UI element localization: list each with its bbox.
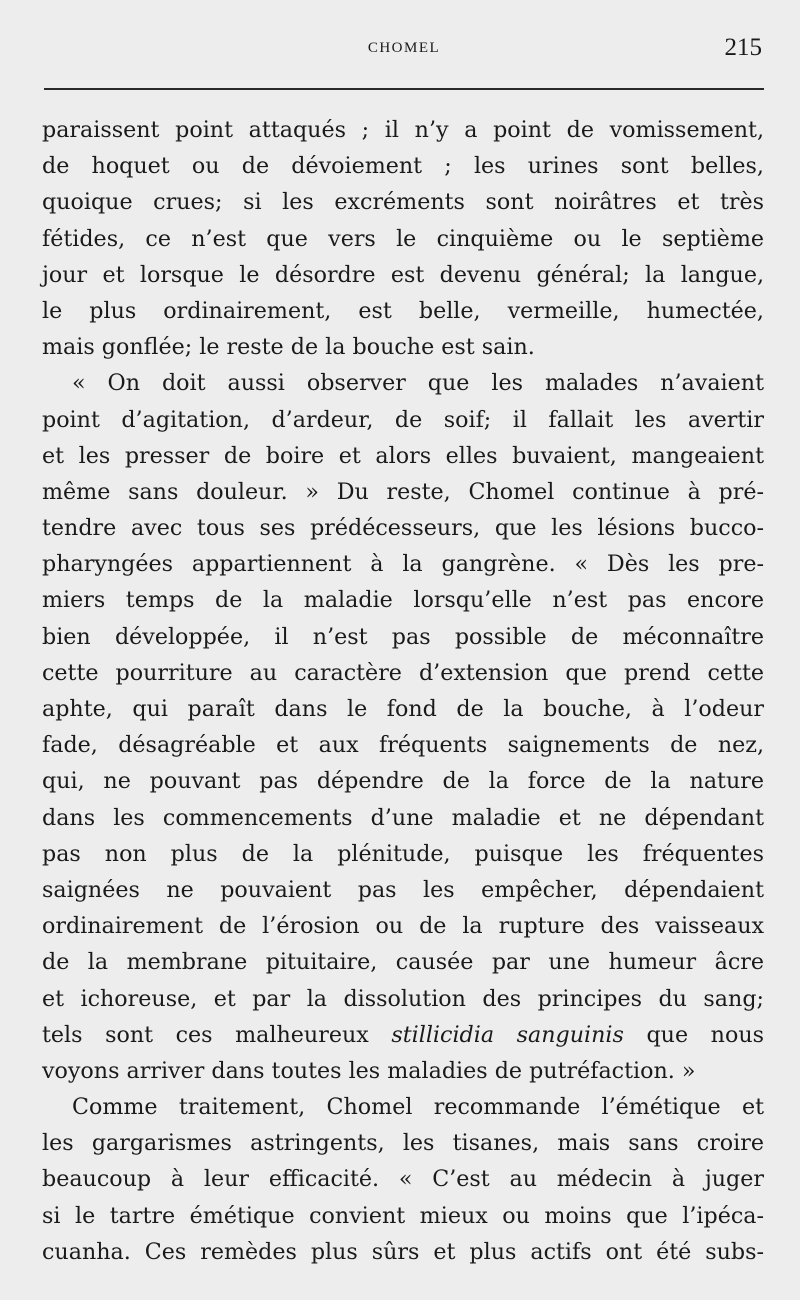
latin-italic-phrase: stillicidia sanguinis [391, 1021, 624, 1048]
text-line: et ichoreuse, et par la dissolution des principes du sang; [42, 985, 764, 1012]
text-line: beaucoup à leur efficacité. « C’est au médecin à juger [42, 1166, 764, 1193]
text-line: « On doit aussi observer que les malades n’avaient [72, 370, 764, 397]
text-line: cette pourriture au caractère d’extension que prend cette [42, 659, 764, 686]
text-line: de hoquet ou de dévoiement ; les urines sont belles, [42, 153, 764, 180]
body-text [42, 112, 764, 1270]
text-line: Comme traitement, Chomel recommande l’émétique et [72, 1094, 764, 1121]
text-line: le plus ordinairement, est belle, vermeille, humectée, [42, 297, 764, 324]
text-line: jour et lorsque le désordre est devenu général; la langue, [42, 261, 764, 288]
text-line: voyons arriver dans toutes les maladies de putréfaction. » [42, 1057, 696, 1084]
text-line: et les presser de boire et alors elles buvaient, mangeaient [42, 442, 764, 469]
text-line: cuanha. Ces remèdes plus sûrs et plus actifs ont été subs- [42, 1238, 764, 1265]
text-line: tendre avec tous ses prédécesseurs, que les lésions bucco- [42, 515, 764, 542]
running-head: CHOMEL [367, 40, 441, 56]
text-line: point d’agitation, d’ardeur, de soif; il fallait les avertir [42, 406, 764, 433]
text-line: paraissent point attaqués ; il n’y a point de vomissement, [42, 117, 764, 143]
text-line: même sans douleur. » Du reste, Chomel continue à pré- [42, 478, 764, 505]
text-line: les gargarismes astringents, les tisanes, mais sans croire [42, 1130, 764, 1157]
text-line: pharyngées appartiennent à la gangrène. « Dès les pre- [42, 551, 764, 578]
text-line: quoique crues; si les excréments sont noirâtres et très [42, 189, 764, 216]
text-line: si le tartre émétique convient mieux ou moins que l’ipéca- [42, 1202, 764, 1229]
text-line: saignées ne pouvaient pas les empêcher, dépendaient [42, 876, 764, 903]
text-line: fétides, ce n’est que vers le cinquième ou le septième [42, 225, 764, 252]
text-line: mais gonflée; le reste de la bouche est sain. [42, 334, 535, 361]
text-line: miers temps de la maladie lorsqu’elle n’est pas encore [42, 587, 764, 614]
text-segment: tels sont ces malheureux [42, 1021, 392, 1048]
text-line-with-italic [42, 1017, 764, 1053]
text-segment: que nous [623, 1021, 764, 1048]
text-line: bien développée, il n’est pas possible de méconnaître [42, 623, 764, 650]
page-header [44, 34, 764, 74]
text-line: dans les commencements d’une maladie et ne dépendant [42, 804, 764, 831]
header-rule [44, 88, 764, 90]
text-line: ordinairement de l’érosion ou de la rupture des vaisseaux [42, 913, 764, 940]
page-number: 215 [724, 34, 762, 61]
text-line: de la membrane pituitaire, causée par une humeur âcre [42, 949, 764, 976]
text-line: pas non plus de la plénitude, puisque les fréquentes [42, 840, 764, 867]
text-line: aphte, qui paraît dans le fond de la bouche, à l’odeur [42, 696, 764, 722]
text-line: qui, ne pouvant pas dépendre de la force de la nature [42, 768, 764, 795]
text-line: fade, désagréable et aux fréquents saignements de nez, [42, 732, 764, 759]
